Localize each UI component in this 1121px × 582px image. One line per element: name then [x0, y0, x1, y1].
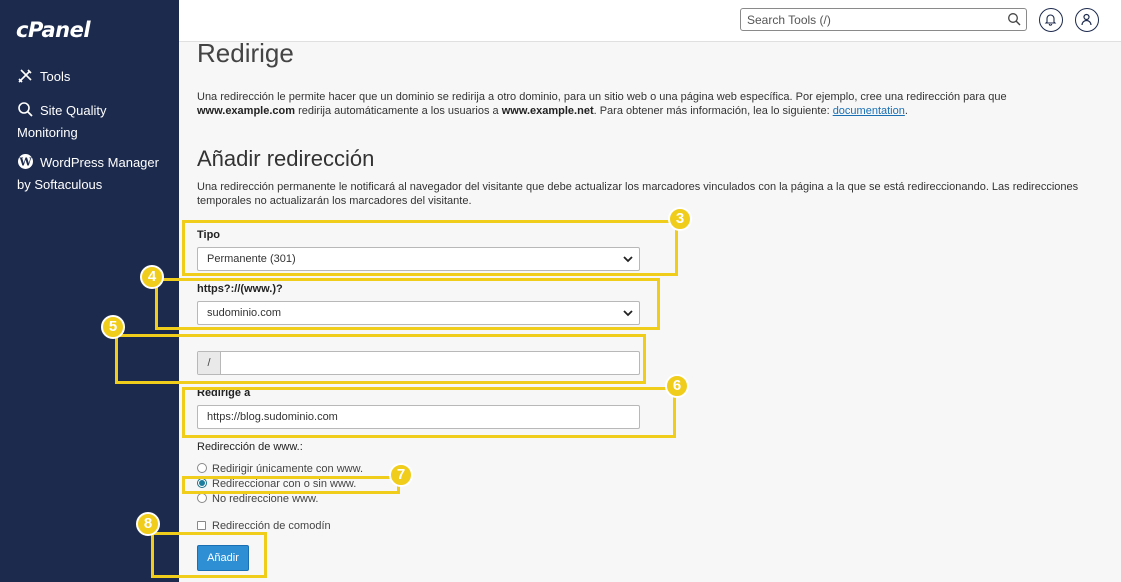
user-icon: [1080, 13, 1093, 26]
sidebar-item-tools[interactable]: [17, 66, 70, 88]
www-option-no-www[interactable]: [197, 492, 318, 506]
sidebar-item-site-quality[interactable]: [17, 100, 106, 144]
wildcard-redirect-option[interactable]: [197, 519, 331, 533]
www-option-only-www[interactable]: [197, 462, 363, 476]
annotation-badge-5: 5: [101, 315, 125, 339]
section-desc-line: temporales no actualizarán los marcadores del visitante.: [197, 195, 472, 207]
sidebar-item-label: WordPress Manager: [40, 155, 159, 170]
example-domain-2: www.example.net: [501, 105, 594, 117]
sidebar-item-sublabel: by Softaculous: [17, 177, 103, 192]
section-desc-line: Una redirección permanente le notificará al navegador del visitante que debe actualizar los marcadores vinculados con la página a la que se está redireccionando. Las redirecciones: [197, 181, 1079, 193]
type-label: Tipo: [197, 229, 221, 241]
example-domain-1: www.example.com: [197, 105, 296, 117]
radio-button-checked[interactable]: [197, 478, 207, 488]
redirect-to-input[interactable]: https://blog.sudominio.com: [197, 405, 640, 429]
intro-text-part: redirija automáticamente a los usuarios a: [295, 105, 502, 117]
sidebar-item-wordpress[interactable]: [17, 152, 159, 196]
wildcard-checkbox[interactable]: [197, 521, 206, 530]
intro-text: [197, 90, 1077, 118]
wordpress-icon: [17, 153, 35, 171]
section-description: [197, 180, 1107, 208]
add-button[interactable]: Añadir: [197, 545, 249, 571]
intro-text-part: . Para obtener más información, lea lo siguiente:: [593, 105, 833, 117]
sidebar-item-sublabel: Monitoring: [17, 125, 78, 140]
search-input[interactable]: [741, 9, 1001, 30]
svg-text:W: W: [19, 155, 32, 169]
annotation-badge-3: 3: [668, 207, 692, 231]
search-icon: [17, 101, 35, 119]
type-select[interactable]: [197, 247, 640, 271]
tools-icon: [17, 68, 35, 86]
radio-button[interactable]: [197, 493, 207, 503]
sidebar-item-label: Site Quality: [40, 103, 107, 118]
search-box: [740, 8, 1027, 31]
domain-select-value: sudominio.com: [207, 307, 281, 319]
bell-icon: [1044, 13, 1057, 26]
cpanel-logo[interactable]: cPanel: [16, 18, 91, 42]
path-prefix: /: [198, 352, 221, 374]
redirect-to-label: Redirige a: [197, 387, 251, 399]
checkbox-label: Redirección de comodín: [212, 520, 331, 532]
search-icon[interactable]: [1007, 12, 1022, 27]
annotation-badge-8: 8: [136, 512, 160, 536]
intro-text-part: .: [904, 105, 908, 117]
topbar: [179, 0, 1121, 42]
sidebar: [0, 0, 179, 582]
notifications-button[interactable]: [1039, 8, 1063, 32]
domain-select[interactable]: [197, 301, 640, 325]
www-redirect-label: Redirección de www.:: [197, 441, 303, 453]
radio-label: Redirigir únicamente con www.: [212, 463, 364, 475]
user-menu-button[interactable]: [1075, 8, 1099, 32]
chevron-down-icon: [623, 309, 633, 317]
annotation-badge-6: 6: [665, 374, 689, 398]
documentation-link[interactable]: documentation: [832, 105, 905, 117]
annotation-badge-4: 4: [140, 265, 164, 289]
radio-label: Redireccionar con o sin www.: [212, 478, 357, 490]
www-option-with-or-without[interactable]: [197, 477, 356, 491]
annotation-badge-7: 7: [389, 463, 413, 487]
intro-text-part: Una redirección le permite hacer que un dominio se redirija a otro dominio, para un sitio web o una página web específica. Por ejemplo, cree una redirección para que: [197, 91, 1007, 103]
section-title: Añadir redirección: [197, 146, 375, 171]
radio-button[interactable]: [197, 463, 207, 473]
chevron-down-icon: [623, 255, 633, 263]
path-input[interactable]: [222, 352, 639, 374]
radio-label: No redireccione www.: [212, 493, 319, 505]
page-title: Redirige: [197, 38, 294, 68]
type-select-value: Permanente (301): [207, 253, 296, 265]
domain-label: https?://(www.)?: [197, 283, 283, 295]
sidebar-item-label: Tools: [40, 69, 71, 84]
path-input-group: [197, 351, 640, 375]
